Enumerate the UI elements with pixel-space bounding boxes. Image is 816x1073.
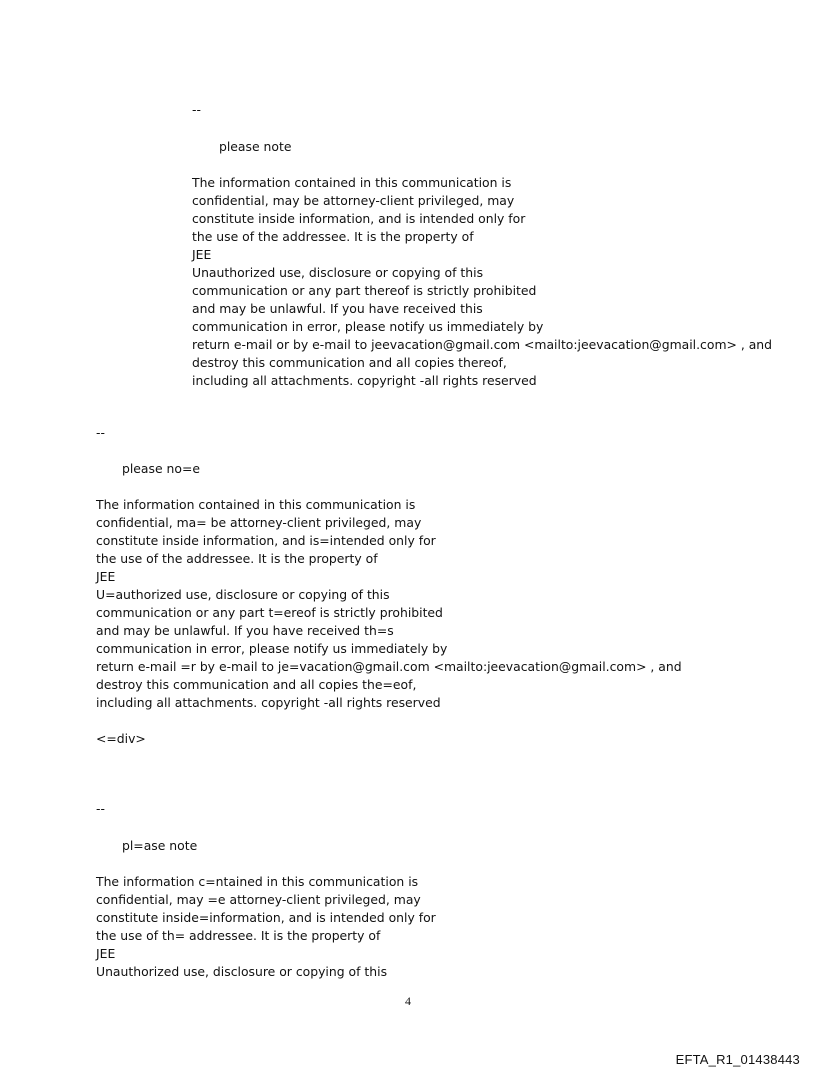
block3-line: confidential, may =e attorney-client privileged, may [96, 892, 421, 907]
block1-separator: -- [192, 102, 201, 117]
block2-line: communication or any part t=ereof is strictly prohibited [96, 605, 443, 620]
block3-line: JEE [96, 946, 116, 961]
block2-line: including all attachments. copyright -all rights reserved [96, 695, 441, 710]
block2-line: and may be unlawful. If you have received th=s [96, 623, 394, 638]
block3-heading: pl=ase note [122, 838, 198, 853]
block1-line: communication or any part thereof is strictly prohibited [192, 283, 537, 298]
document-id: EFTA_R1_01438443 [675, 1052, 800, 1067]
block2-line: U=authorized use, disclosure or copying of this [96, 587, 390, 602]
block1-line: communication in error, please notify us immediately by [192, 319, 544, 334]
block1-line: Unauthorized use, disclosure or copying of this [192, 265, 484, 280]
block1-line: and may be unlawful. If you have received this [192, 301, 483, 316]
block2-heading: please no=e [122, 461, 200, 476]
block2-line: The information contained in this communication is [96, 497, 416, 512]
block1-line: the use of the addressee. It is the property of [192, 229, 474, 244]
block3-line: Unauthorized use, disclosure or copying of this [96, 964, 388, 979]
block1-line: confidential, may be attorney-client privileged, may [192, 193, 515, 208]
block2-line: communication in error, please notify us immediately by [96, 641, 448, 656]
block1-line: destroy this communication and all copies thereof, [192, 355, 507, 370]
page-number: 4 [405, 994, 411, 1008]
block3-line: The information c=ntained in this communication is [96, 874, 419, 889]
block3-separator: -- [96, 801, 105, 816]
block1-heading: please note [219, 139, 292, 154]
block1-line: The information contained in this communication is [192, 175, 512, 190]
block2-line: destroy this communication and all copies the=eof, [96, 677, 417, 692]
block2-line: return e-mail =r by e-mail to je=vacation@gmail.com <mailto:jeevacation@gmail.com> , and [96, 659, 682, 674]
block1-line: including all attachments. copyright -all rights reserved [192, 373, 537, 388]
block3-line: the use of th= addressee. It is the property of [96, 928, 381, 943]
block2-closing-tag: <=div> [96, 731, 146, 746]
block2-separator: -- [96, 425, 105, 440]
block2-line: JEE [96, 569, 116, 584]
block3-line: constitute inside=information, and is intended only for [96, 910, 436, 925]
block1-line: JEE [192, 247, 212, 262]
block1-line: constitute inside information, and is intended only for [192, 211, 526, 226]
block1-line: return e-mail or by e-mail to jeevacation@gmail.com <mailto:jeevacation@gmail.com> , and [192, 337, 773, 352]
block2-line: confidential, ma= be attorney-client privileged, may [96, 515, 422, 530]
block2-line: the use of the addressee. It is the property of [96, 551, 378, 566]
block2-line: constitute inside information, and is=intended only for [96, 533, 436, 548]
